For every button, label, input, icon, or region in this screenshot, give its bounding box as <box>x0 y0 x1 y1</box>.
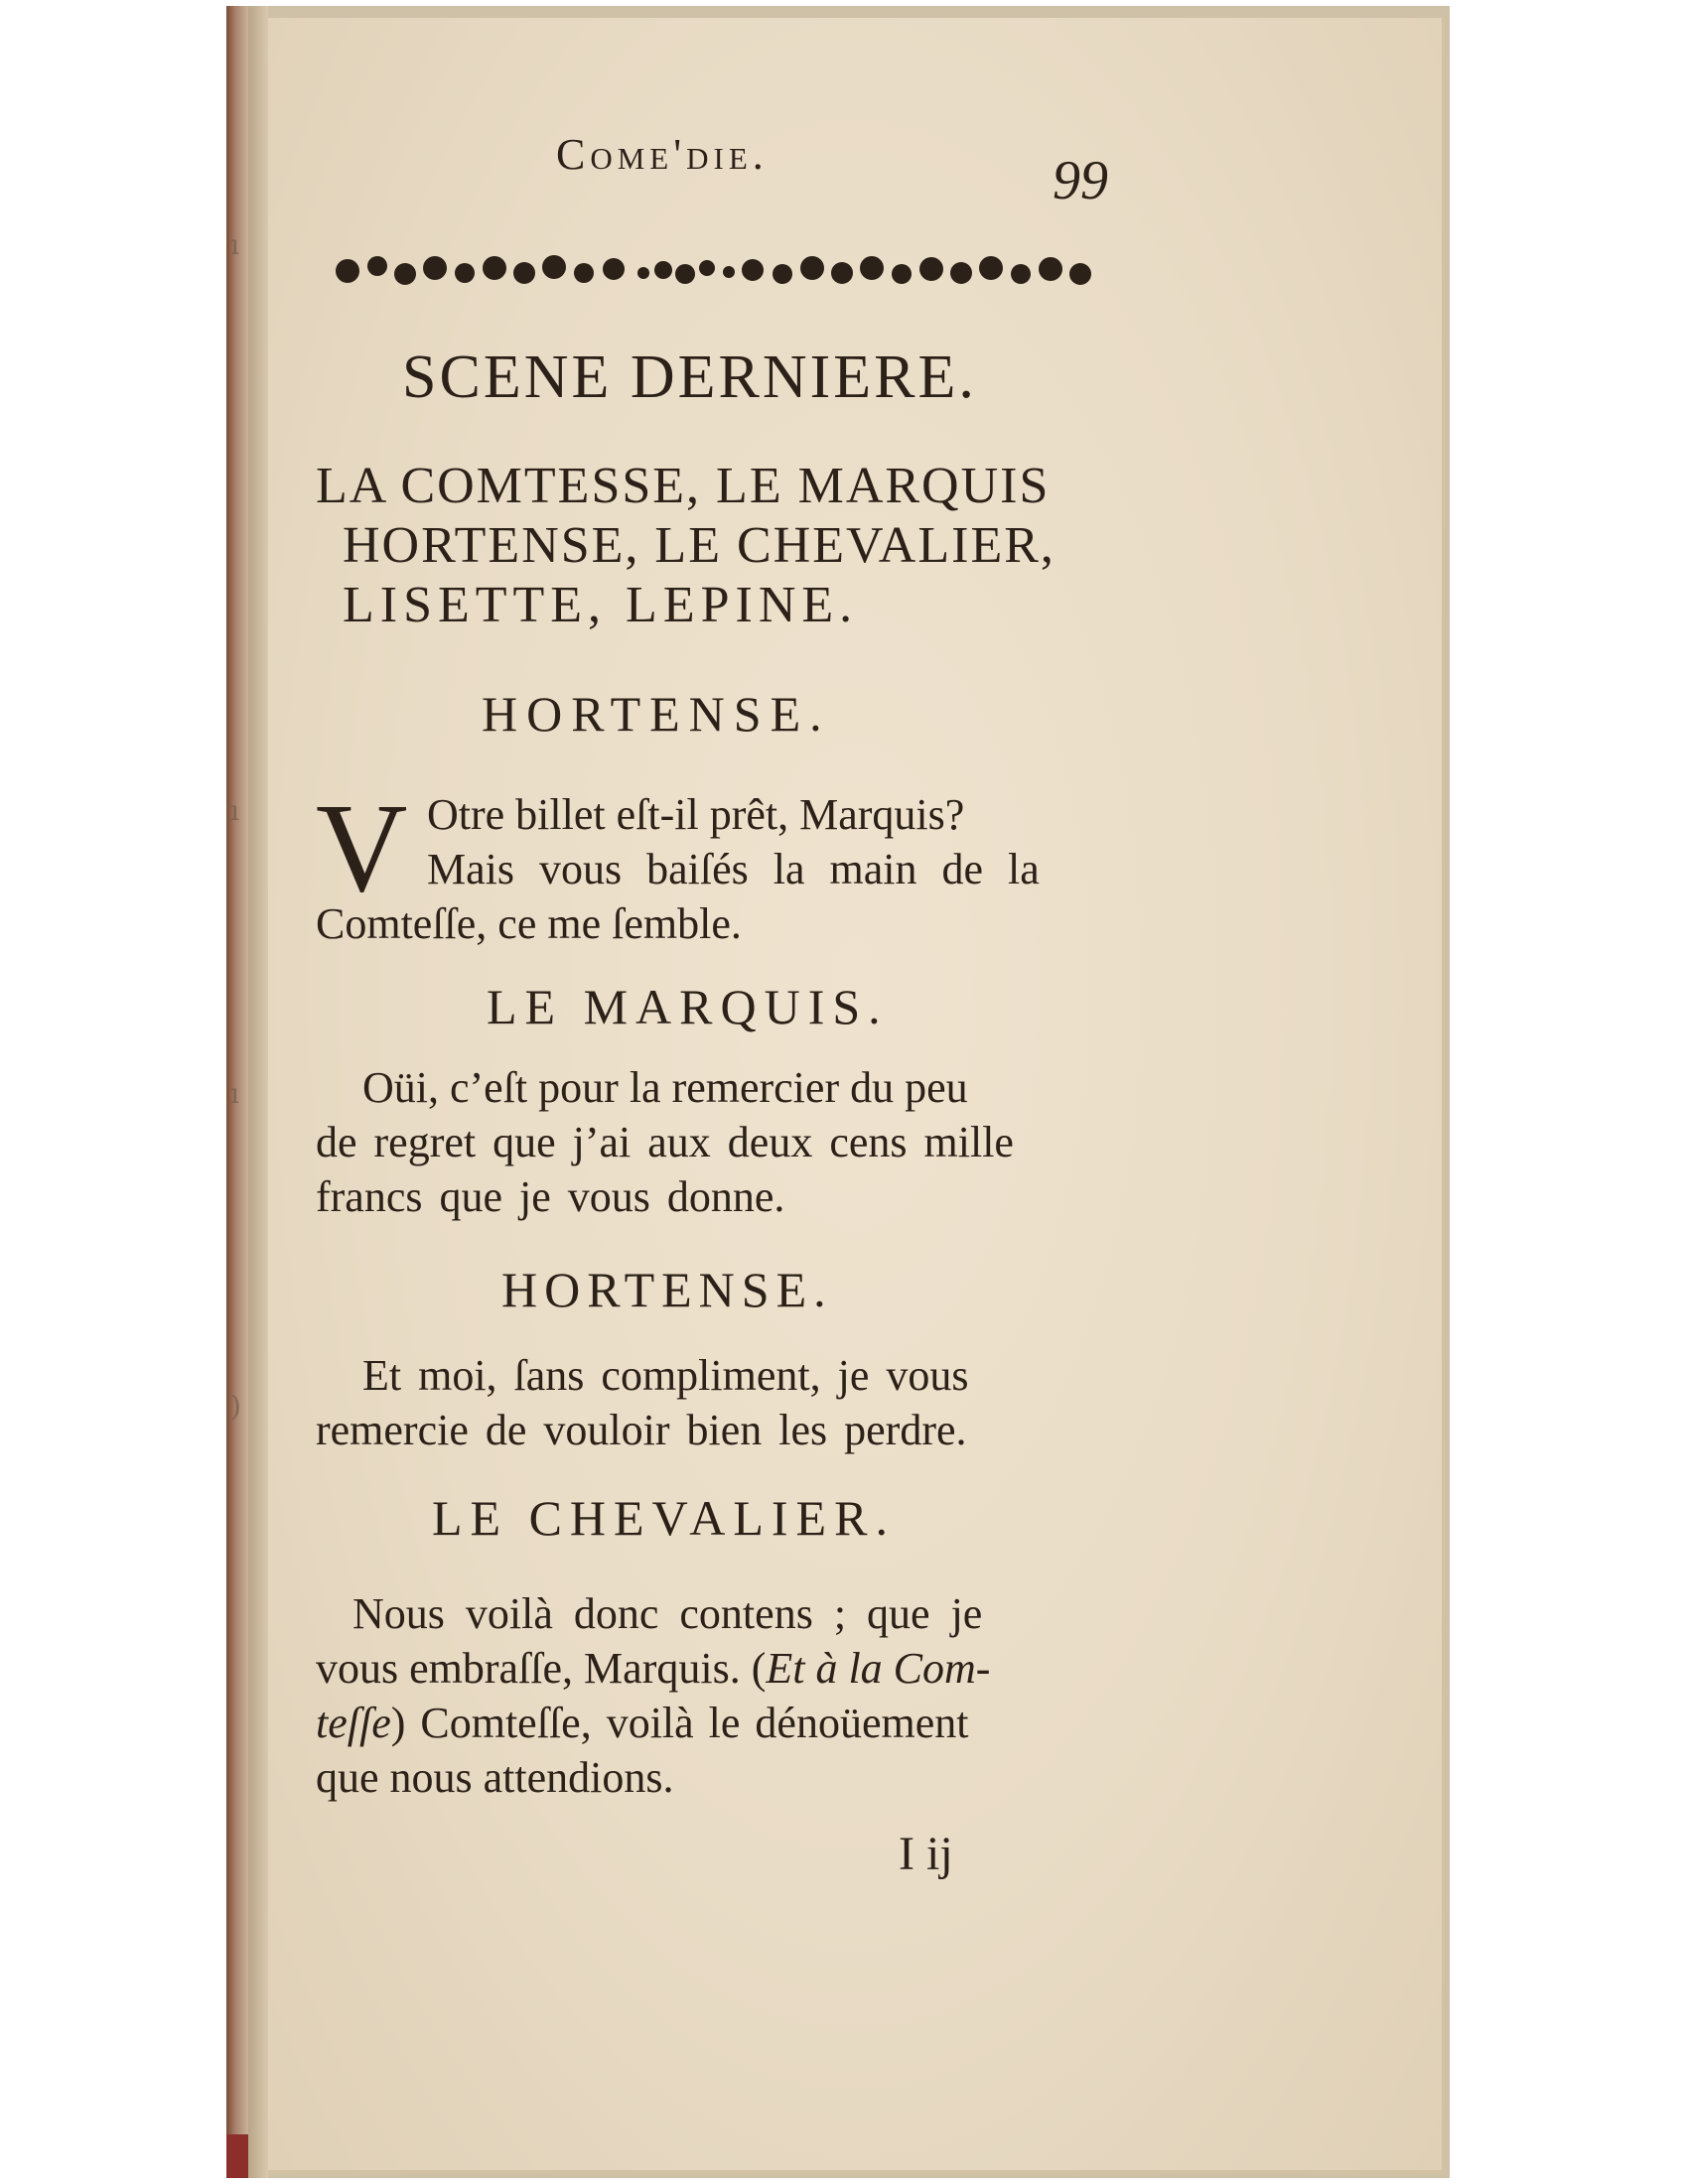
dialogue-line: de regret que j’ai aux deux cens mille <box>316 1118 1014 1166</box>
drop-cap: V <box>316 777 408 918</box>
stage-direction: teſſe <box>316 1699 391 1747</box>
dialogue-line <box>316 1643 990 1694</box>
facing-page-bleed: ı <box>230 1077 239 1110</box>
page-number: 99 <box>1053 150 1108 211</box>
speaker-name: LE MARQUIS. <box>487 979 889 1034</box>
dialogue-line: que nous attendions. <box>316 1753 674 1802</box>
dialogue-line: francs que je vous donne. <box>316 1172 785 1221</box>
dialogue-line: Comteſſe, ce me ſemble. <box>316 899 742 948</box>
dialogue-text: ) Comteſſe, voilà le dénoüement <box>390 1699 969 1747</box>
dialogue-line: remercie de vouloir bien les perdre. <box>316 1406 967 1454</box>
binding-red-edge <box>226 2134 248 2178</box>
cast-line: LISETTE, LEPINE. <box>343 577 859 633</box>
dialogue-line: Nous voilà donc contens ; que je <box>352 1589 983 1638</box>
speaker-name: HORTENSE. <box>501 1262 833 1317</box>
stage-direction: Et à la Com- <box>766 1644 991 1693</box>
gutter <box>248 6 268 2178</box>
dialogue-line: Mais vous baiſés la main de la <box>427 845 1040 893</box>
scene-title: SCENE DERNIERE. <box>402 343 977 411</box>
cast-line: LA COMTESSE, LE MARQUIS <box>316 458 1051 514</box>
dialogue-text: vous embraſſe, Marquis. ( <box>316 1644 767 1693</box>
cast-line: HORTENSE, LE CHEVALIER, <box>343 517 1055 574</box>
dialogue-line: Otre billet eſt-il prêt, Marquis? <box>427 790 965 839</box>
speaker-name: HORTENSE. <box>482 686 831 742</box>
speaker-name: LE CHEVALIER. <box>432 1490 896 1546</box>
decorative-ornament-band <box>328 246 1112 296</box>
dialogue-line: Et moi, ſans compliment, je vous <box>362 1351 969 1400</box>
dialogue-line: Oüi, c’eſt pour la remercier du peu <box>362 1063 968 1112</box>
running-head: Come'die. <box>556 130 769 179</box>
facing-page-bleed: ) <box>230 1390 241 1423</box>
dialogue-line <box>316 1698 968 1748</box>
facing-page-bleed: ı <box>230 794 239 827</box>
facing-page-bleed: ı <box>230 228 239 261</box>
signature-mark: I ij <box>899 1828 953 1880</box>
